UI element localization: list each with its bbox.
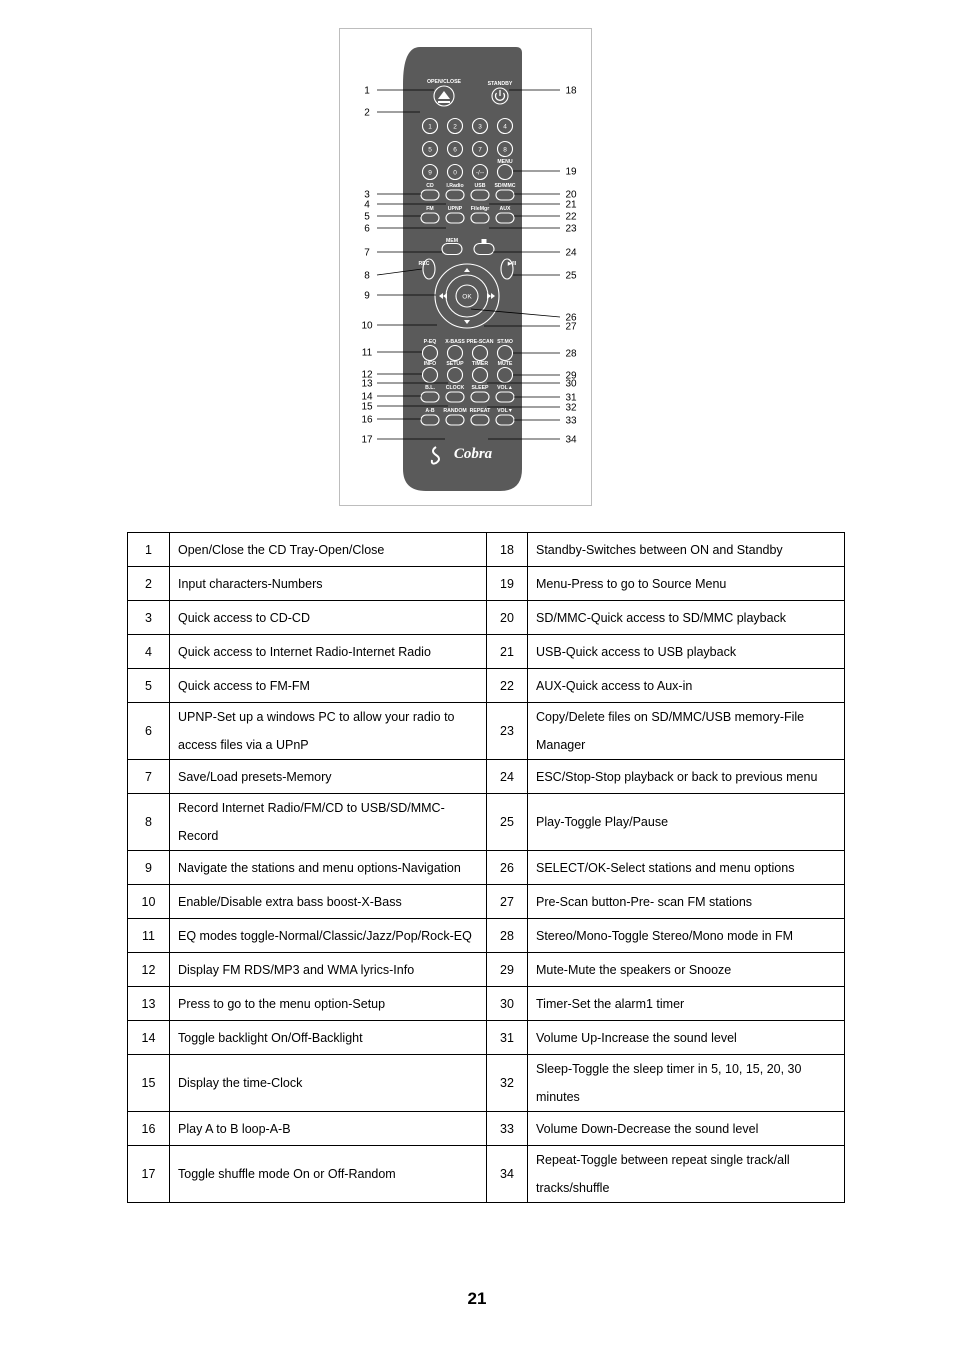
memory-label: MEM — [445, 238, 459, 244]
item-description-cell: UPNP-Set up a windows PC to allow your radio to access files via a UPnP — [170, 703, 487, 760]
voldown-button[interactable] — [496, 415, 514, 425]
callout-20: 20 — [565, 189, 577, 201]
callout-32: 32 — [565, 402, 577, 414]
remote-control-figure — [339, 28, 592, 506]
callout-17: 17 — [361, 434, 373, 446]
keypad-label: 4 — [503, 123, 507, 131]
callout-3: 3 — [364, 189, 370, 201]
callout-8: 8 — [364, 270, 370, 282]
callout-25: 25 — [565, 270, 577, 282]
usb-button[interactable] — [471, 190, 489, 200]
item-description-cell: Toggle shuffle mode On or Off-Random — [170, 1146, 487, 1203]
brand-logo: Cobra — [453, 446, 493, 462]
item-number-cell: 30 — [487, 987, 528, 1021]
cd-button[interactable] — [421, 190, 439, 200]
callout-14: 14 — [361, 391, 373, 403]
table-row — [128, 953, 845, 987]
peq-button[interactable] — [423, 346, 438, 361]
item-description-cell: Play-Toggle Play/Pause — [528, 794, 845, 851]
prescan-label: PRE-SCAN — [466, 339, 494, 345]
callout-15: 15 — [361, 401, 373, 413]
voldown-label: VOL▼ — [497, 408, 513, 414]
callout-28: 28 — [565, 348, 577, 360]
keypad-label: 3 — [478, 123, 482, 131]
callout-29: 29 — [565, 370, 577, 382]
callout-33: 33 — [565, 415, 577, 427]
standby-label: STANDBY — [487, 81, 513, 87]
item-description-cell: ESC/Stop-Stop playback or back to previous menu — [528, 760, 845, 794]
keypad-label: 5 — [428, 146, 432, 154]
callout-26: 26 — [565, 312, 577, 324]
item-number-cell: 5 — [128, 669, 170, 703]
item-number-cell: 18 — [487, 533, 528, 567]
item-number-cell: 28 — [487, 919, 528, 953]
menu-label: MENU — [497, 159, 513, 165]
setup-label: SETUP — [446, 361, 464, 367]
menu-button[interactable] — [498, 165, 513, 180]
info-label: INFO — [423, 361, 437, 367]
eject-bar-icon — [438, 101, 450, 103]
item-number-cell: 12 — [128, 953, 170, 987]
item-description-cell: Timer-Set the alarm1 timer — [528, 987, 845, 1021]
play-pause-label: ▶/II — [507, 261, 517, 267]
item-description-cell: Display FM RDS/MP3 and WMA lyrics-Info — [170, 953, 487, 987]
table-row — [128, 919, 845, 953]
table-row — [128, 703, 845, 760]
table-row — [128, 1112, 845, 1146]
item-description-cell: AUX-Quick access to Aux-in — [528, 669, 845, 703]
item-number-cell: 11 — [128, 919, 170, 953]
random-label: RANDOM — [443, 408, 467, 414]
table-row — [128, 987, 845, 1021]
mute-label: MUTE — [497, 361, 513, 367]
callout-16: 16 — [361, 414, 373, 426]
callout-1: 1 — [364, 85, 370, 97]
keypad-label: 8 — [503, 146, 507, 154]
item-description-cell: Input characters-Numbers — [170, 567, 487, 601]
item-description-cell: Mute-Mute the speakers or Snooze — [528, 953, 845, 987]
timer-label: TIMER — [471, 361, 489, 367]
item-number-cell: 33 — [487, 1112, 528, 1146]
item-number-cell: 21 — [487, 635, 528, 669]
remote-control-diagram — [340, 29, 593, 507]
callout-24: 24 — [565, 247, 577, 259]
sleep-button[interactable] — [471, 392, 489, 402]
item-number-cell: 19 — [487, 567, 528, 601]
callout-22: 22 — [565, 211, 577, 223]
repeat-label: REPEAT — [469, 408, 491, 414]
memory-button[interactable] — [442, 244, 462, 255]
callout-13: 13 — [361, 378, 373, 390]
button-function-table — [127, 532, 845, 1203]
callout-31: 31 — [565, 392, 577, 404]
table-row — [128, 760, 845, 794]
item-number-cell: 31 — [487, 1021, 528, 1055]
callout-11: 11 — [361, 347, 373, 359]
callout-12: 12 — [361, 369, 373, 381]
callout-23: 23 — [565, 223, 577, 235]
callout-7: 7 — [364, 247, 370, 259]
item-number-cell: 6 — [128, 703, 170, 760]
callout-30: 30 — [565, 378, 577, 390]
callout-10: 10 — [361, 320, 373, 332]
open-close-label: OPEN/CLOSE — [426, 79, 462, 85]
xbass-button[interactable] — [448, 346, 463, 361]
item-number-cell: 17 — [128, 1146, 170, 1203]
callout-27: 27 — [565, 321, 577, 333]
upnp-label: UPNP — [447, 206, 463, 212]
item-number-cell: 1 — [128, 533, 170, 567]
table-row — [128, 567, 845, 601]
cd-label: CD — [426, 183, 434, 189]
table-row — [128, 601, 845, 635]
keypad-label: -/-- — [475, 169, 485, 177]
aux-button[interactable] — [496, 213, 514, 223]
item-number-cell: 23 — [487, 703, 528, 760]
volup-label: VOL▲ — [497, 385, 513, 391]
xbass-label: X-BASS — [445, 339, 465, 345]
item-number-cell: 15 — [128, 1055, 170, 1112]
callout-5: 5 — [364, 211, 370, 223]
item-description-cell: USB-Quick access to USB playback — [528, 635, 845, 669]
item-description-cell: Enable/Disable extra bass boost-X-Bass — [170, 885, 487, 919]
item-number-cell: 10 — [128, 885, 170, 919]
callout-4: 4 — [364, 199, 370, 211]
item-description-cell: Play A to B loop-A-B — [170, 1112, 487, 1146]
item-number-cell: 25 — [487, 794, 528, 851]
item-description-cell: Display the time-Clock — [170, 1055, 487, 1112]
item-number-cell: 14 — [128, 1021, 170, 1055]
clock-button[interactable] — [446, 392, 464, 402]
callout-19: 19 — [565, 166, 577, 178]
stop-button[interactable] — [474, 244, 494, 255]
item-description-cell: Toggle backlight On/Off-Backlight — [170, 1021, 487, 1055]
iradio-button[interactable] — [446, 190, 464, 200]
callout-2: 2 — [364, 107, 370, 119]
bl-button[interactable] — [421, 392, 439, 402]
item-number-cell: 27 — [487, 885, 528, 919]
item-description-cell: EQ modes toggle-Normal/Classic/Jazz/Pop/Rock-EQ — [170, 919, 487, 953]
item-description-cell: Pre-Scan button-Pre- scan FM stations — [528, 885, 845, 919]
callout-21: 21 — [565, 199, 577, 211]
filemgr-button[interactable] — [471, 213, 489, 223]
item-description-cell: Quick access to CD-CD — [170, 601, 487, 635]
ab-label: A-B — [425, 408, 435, 414]
item-description-cell: Standby-Switches between ON and Standby — [528, 533, 845, 567]
item-number-cell: 7 — [128, 760, 170, 794]
item-description-cell: Sleep-Toggle the sleep timer in 5, 10, 15, 20, 30 minutes — [528, 1055, 845, 1112]
item-number-cell: 20 — [487, 601, 528, 635]
callout-18: 18 — [565, 85, 577, 97]
table-row — [128, 1021, 845, 1055]
item-number-cell: 2 — [128, 567, 170, 601]
table-row — [128, 669, 845, 703]
item-number-cell: 16 — [128, 1112, 170, 1146]
item-number-cell: 32 — [487, 1055, 528, 1112]
item-number-cell: 34 — [487, 1146, 528, 1203]
keypad-label: 7 — [478, 146, 482, 154]
item-number-cell: 13 — [128, 987, 170, 1021]
item-description-cell: Volume Up-Increase the sound level — [528, 1021, 845, 1055]
fm-button[interactable] — [421, 213, 439, 223]
item-description-cell: Quick access to Internet Radio-Internet Radio — [170, 635, 487, 669]
item-description-cell: Record Internet Radio/FM/CD to USB/SD/MMC-Record — [170, 794, 487, 851]
item-number-cell: 29 — [487, 953, 528, 987]
info-button[interactable] — [423, 368, 438, 383]
mute-button[interactable] — [498, 368, 513, 383]
sdmmc-label: SD/MMC — [494, 183, 516, 189]
item-description-cell: Repeat-Toggle between repeat single track/all tracks/shuffle — [528, 1146, 845, 1203]
volup-button[interactable] — [496, 392, 514, 402]
item-description-cell: Navigate the stations and menu options-Navigation — [170, 851, 487, 885]
item-number-cell: 26 — [487, 851, 528, 885]
clock-label: CLOCK — [445, 385, 465, 391]
item-number-cell: 8 — [128, 794, 170, 851]
usb-label: USB — [474, 183, 486, 189]
keypad-label: 9 — [428, 169, 432, 177]
repeat-button[interactable] — [471, 415, 489, 425]
item-number-cell: 22 — [487, 669, 528, 703]
aux-label: AUX — [499, 206, 511, 212]
ok-label: OK — [462, 293, 472, 301]
item-description-cell: Open/Close the CD Tray-Open/Close — [170, 533, 487, 567]
keypad-label: 0 — [453, 169, 457, 177]
item-description-cell: SD/MMC-Quick access to SD/MMC playback — [528, 601, 845, 635]
callout-9: 9 — [364, 290, 370, 302]
upnp-button[interactable] — [446, 213, 464, 223]
filemgr-label: FileMgr — [470, 206, 490, 212]
table-row — [128, 851, 845, 885]
item-description-cell: Quick access to FM-FM — [170, 669, 487, 703]
keypad-label: 6 — [453, 146, 457, 154]
ab-button[interactable] — [421, 415, 439, 425]
item-number-cell: 3 — [128, 601, 170, 635]
item-number-cell: 9 — [128, 851, 170, 885]
item-description-cell: Stereo/Mono-Toggle Stereo/Mono mode in FM — [528, 919, 845, 953]
fm-label: FM — [426, 206, 434, 212]
keypad-label: 1 — [428, 123, 432, 131]
timer-button[interactable] — [473, 368, 488, 383]
table-row — [128, 885, 845, 919]
page-number: 21 — [467, 1289, 487, 1308]
table-row — [128, 1055, 845, 1112]
item-description-cell: Press to go to the menu option-Setup — [170, 987, 487, 1021]
item-description-cell: Volume Down-Decrease the sound level — [528, 1112, 845, 1146]
item-description-cell: Save/Load presets-Memory — [170, 760, 487, 794]
item-description-cell: Copy/Delete files on SD/MMC/USB memory-File Manager — [528, 703, 845, 760]
setup-button[interactable] — [448, 368, 463, 383]
record-label: REC — [418, 261, 430, 267]
callout-34: 34 — [565, 434, 577, 446]
callout-6: 6 — [364, 223, 370, 235]
keypad-label: 2 — [453, 123, 457, 131]
table-row — [128, 635, 845, 669]
table-row — [128, 1146, 845, 1203]
item-description-cell: Menu-Press to go to Source Menu — [528, 567, 845, 601]
table-row — [128, 794, 845, 851]
item-number-cell: 24 — [487, 760, 528, 794]
random-button[interactable] — [446, 415, 464, 425]
iradio-label: I.Radio — [446, 183, 464, 189]
item-description-cell: SELECT/OK-Select stations and menu options — [528, 851, 845, 885]
table-row — [128, 533, 845, 567]
item-number-cell: 4 — [128, 635, 170, 669]
sleep-label: SLEEP — [471, 385, 489, 391]
peq-label: P-EQ — [423, 339, 437, 345]
stmo-label: ST.MO — [497, 339, 513, 345]
bl-label: B.L. — [425, 385, 435, 391]
stmo-button[interactable] — [498, 346, 513, 361]
sdmmc-button[interactable] — [496, 190, 514, 200]
prescan-button[interactable] — [473, 346, 488, 361]
stop-icon — [482, 239, 487, 244]
